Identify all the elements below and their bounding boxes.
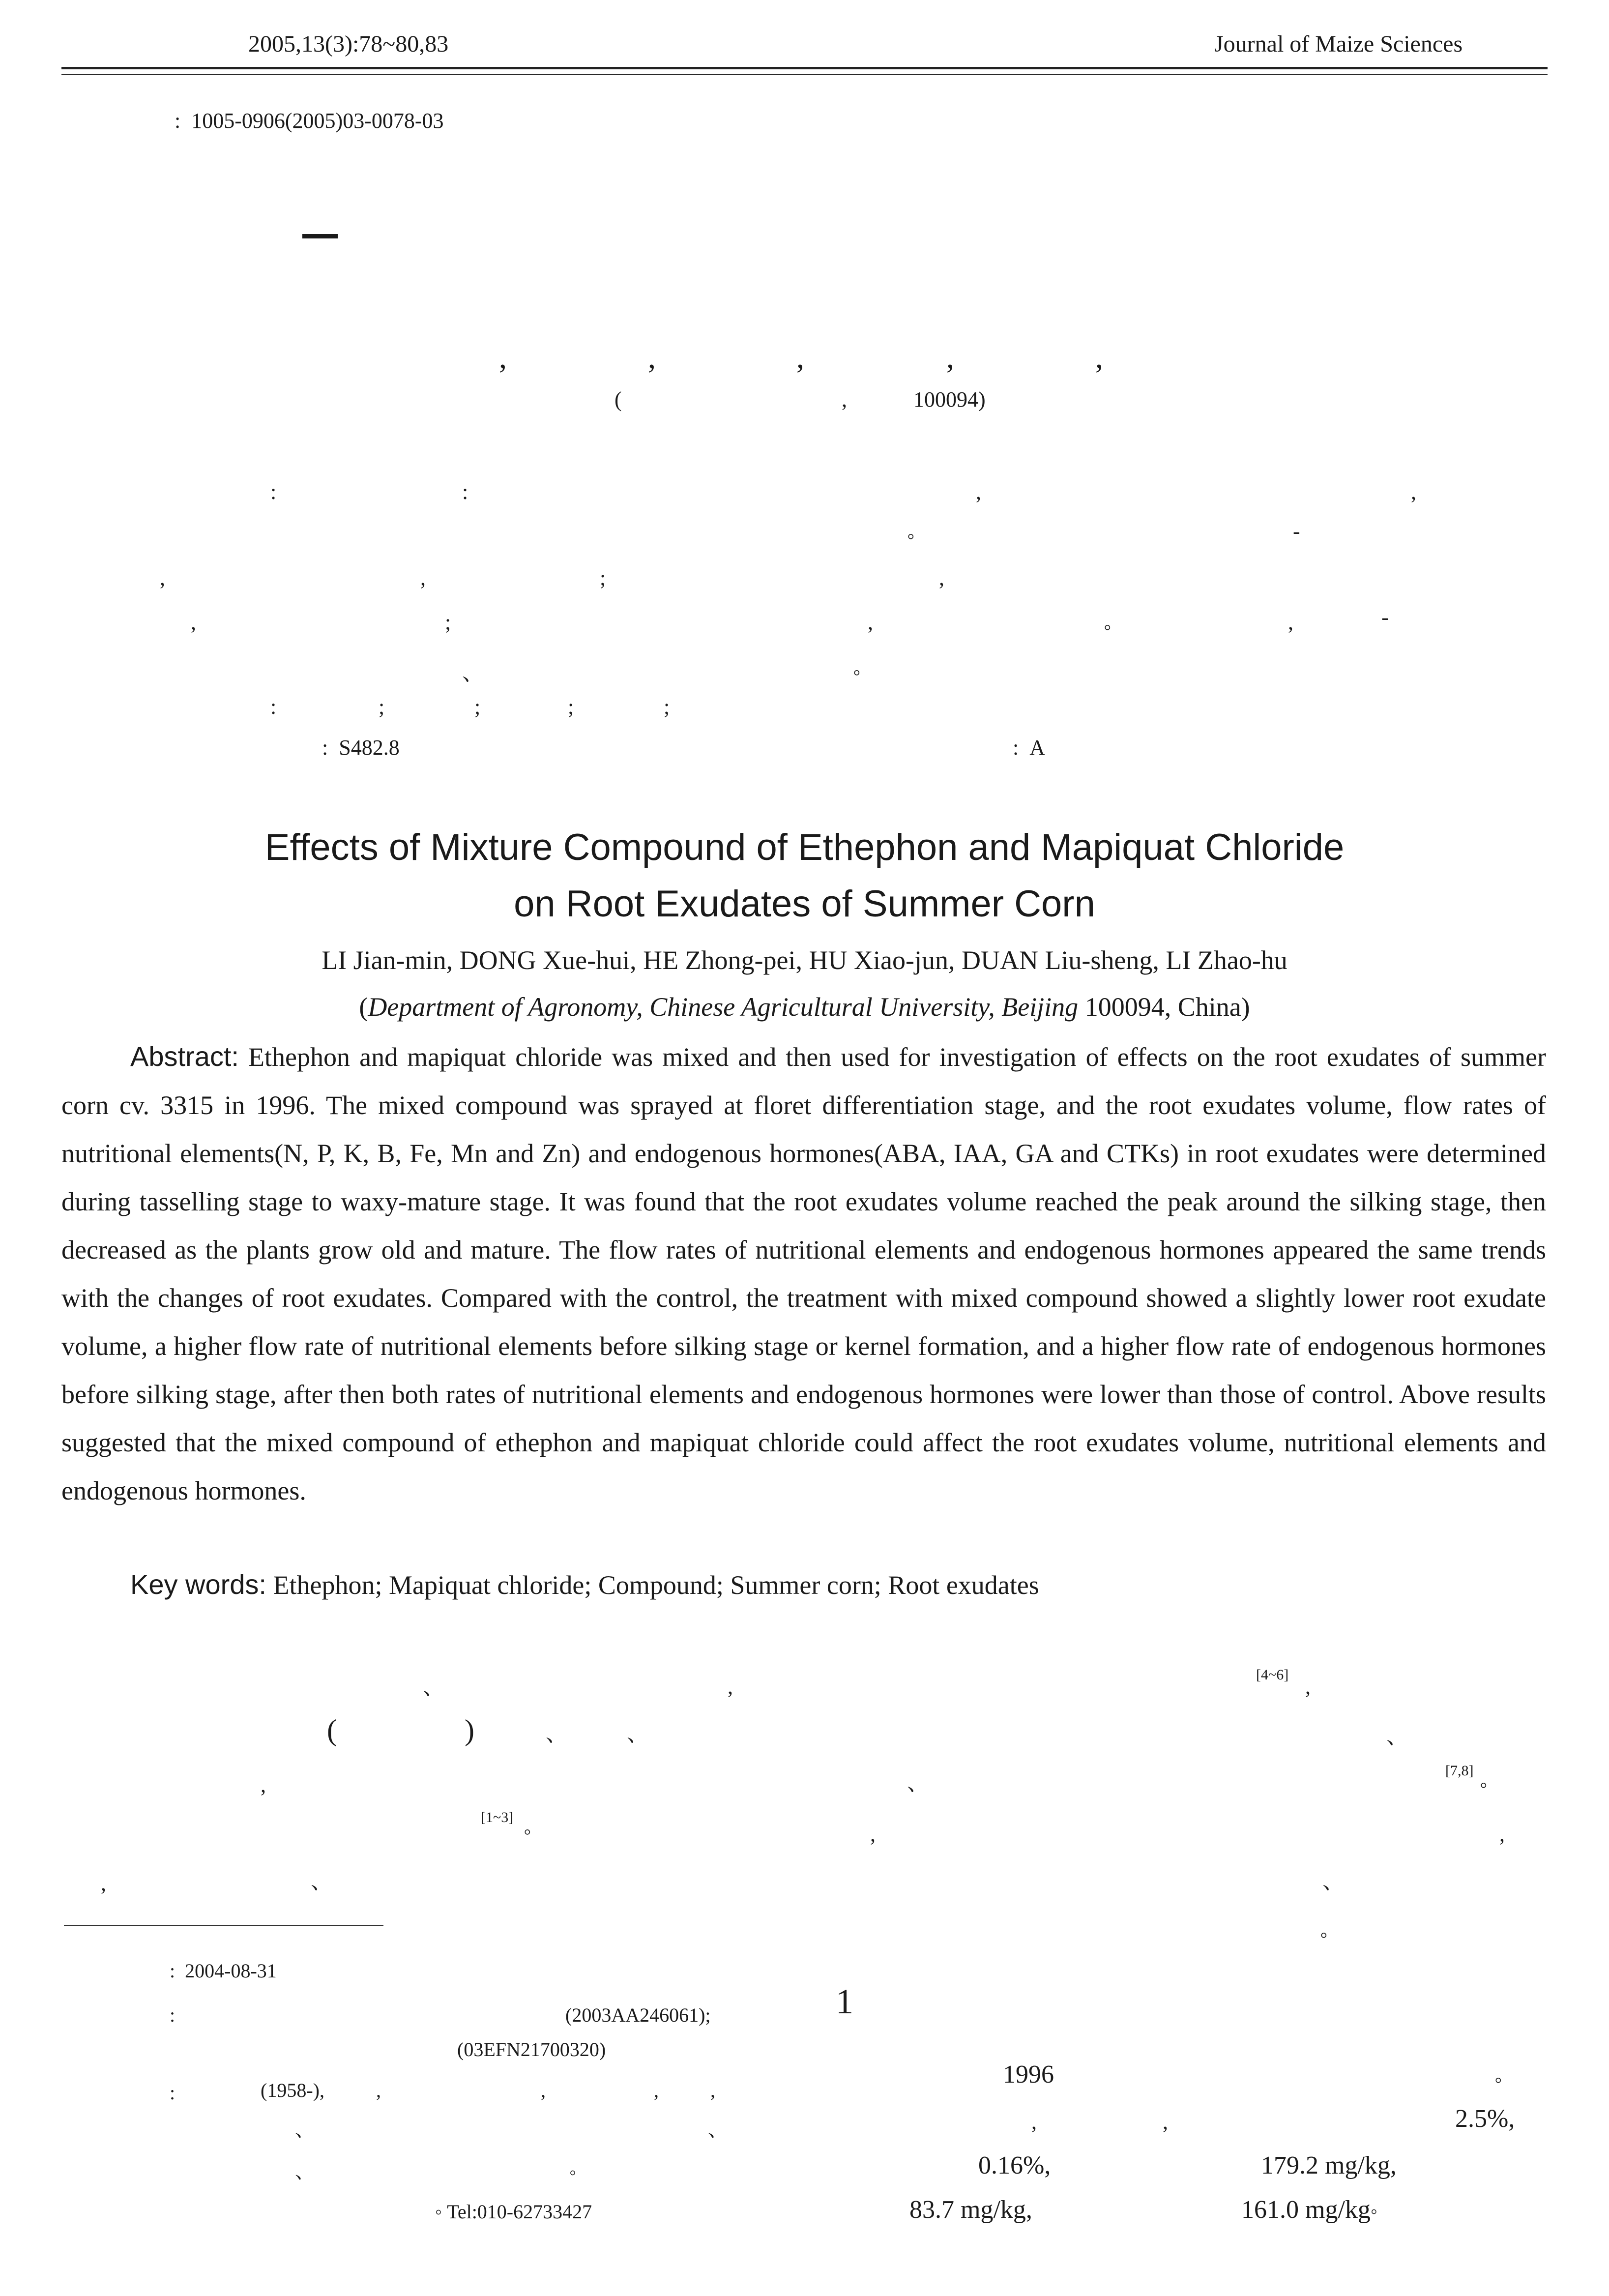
body-punct: ◦ bbox=[1320, 1923, 1328, 1947]
cn-author-separator: , bbox=[796, 340, 804, 375]
cn-abstract-punct: , bbox=[420, 566, 426, 590]
body-punct: , bbox=[728, 1675, 733, 1699]
cn-abstract-punct: : bbox=[270, 480, 277, 504]
cn-abstract-punct: ; bbox=[445, 610, 451, 634]
cn-abstract-punct: , bbox=[939, 566, 944, 590]
article-number: : 1005-0906(2005)03-0078-03 bbox=[175, 109, 444, 133]
footnote-punct: , bbox=[710, 2079, 715, 2101]
cn-abstract-punct: , bbox=[191, 610, 196, 634]
keywords bbox=[130, 1568, 1039, 1600]
footnote-fund-colon: : bbox=[170, 2004, 176, 2026]
cn-affiliation-comma: , bbox=[842, 387, 847, 412]
body-punct: 、 bbox=[907, 1771, 929, 1795]
footnote-punct: , bbox=[654, 2079, 659, 2101]
footnote-punct: 、 bbox=[295, 2119, 315, 2141]
cn-classification: : S482.8 bbox=[322, 736, 400, 760]
footnote-fund1: (2003AA246061); bbox=[565, 2004, 711, 2026]
footnote-punct: 、 bbox=[295, 2160, 315, 2182]
cn-author-separator: , bbox=[499, 340, 507, 375]
soil-value-2: 0.16%, bbox=[978, 2151, 1051, 2179]
cn-keywords-punct: : bbox=[270, 695, 277, 719]
cn-author-separator: , bbox=[1095, 340, 1103, 375]
body-punct: 、 bbox=[627, 1722, 648, 1746]
cn-abstract-punct: ; bbox=[600, 566, 606, 590]
abstract-text: Ethephon and mapiquat chloride was mixed and then used for investigation of effects on the root exudates of summer corn cv. 3315 in 1996. The mixed compound was sprayed at floret differentiation stage, and the root exudates volume, flow rates of nutritional elements(N, P, K, B, Fe, Mn and Zn) and endogenous hormones(ABA, IAA, GA and CTKs) in root exudates were determined during tasselling stage to waxy-mature stage. It was found that the root exudates volume reached the peak around the silking stage, then decreased as the plants grow old and mature. The flow rates of nutritional elements and endogenous hormones appeared the same trends with the changes of root exudates. Compared with the control, the treatment with mixed compound showed a slightly lower root exudate volume, a higher flow rate of nutritional elements before silking stage or kernel formation, and a higher flow rate of endogenous hormones before silking stage, after then both rates of nutritional elements and endogenous hormones were lower than those of control. Above results suggested that the mixed compound of ethephon and mapiquat chloride could affect the root exudates volume, nutritional elements and endogenous hormones. bbox=[61, 1042, 1546, 1505]
cn-abstract-punct: , bbox=[868, 610, 873, 634]
cn-abstract-punct: , bbox=[160, 566, 165, 590]
citation-ref: [7,8] bbox=[1445, 1763, 1474, 1779]
abstract bbox=[61, 1032, 1546, 1515]
en-title-line1: Effects of Mixture Compound of Ethephon and Mapiquat Chloride bbox=[264, 826, 1345, 868]
body-paren-open: ( bbox=[327, 1714, 337, 1746]
abstract-label: Abstract: bbox=[130, 1041, 239, 1072]
footnote-born: (1958-), bbox=[261, 2079, 324, 2101]
footnote-punct: , bbox=[376, 2079, 381, 2101]
cn-keywords-punct: ; bbox=[568, 695, 574, 719]
cn-abstract-punct: , bbox=[1288, 610, 1293, 634]
body-punct: , bbox=[1163, 2110, 1168, 2134]
cn-abstract-punct: ◦ bbox=[907, 524, 915, 548]
body-punct: 、 bbox=[311, 1869, 332, 1893]
cn-author-separator: , bbox=[946, 340, 954, 375]
affiliation: (Department of Agronomy, Chinese Agricultural University, Beijing 100094, China) bbox=[359, 992, 1250, 1022]
footnote-rule bbox=[64, 1925, 383, 1926]
body-punct: 、 bbox=[546, 1722, 567, 1746]
section-year: 1996 bbox=[1003, 2061, 1054, 2089]
body-punct: 、 bbox=[1322, 1869, 1344, 1893]
keywords-text: Ethephon; Mapiquat chloride; Compound; Summer corn; Root exudates bbox=[266, 1570, 1039, 1600]
footnote-author-colon: : bbox=[170, 2082, 176, 2104]
footnote-punct: 、 bbox=[708, 2119, 728, 2141]
cn-abstract-punct: , bbox=[1411, 480, 1416, 504]
header-journal: Journal of Maize Sciences bbox=[1214, 31, 1463, 57]
body-punct: 、 bbox=[1386, 1724, 1408, 1748]
cn-title-dash bbox=[302, 234, 338, 238]
soil-value-5: 161.0 mg/kg◦ bbox=[1241, 2196, 1378, 2224]
body-punct: ◦ bbox=[1494, 2068, 1502, 2092]
cn-abstract-punct: 、 bbox=[462, 661, 484, 685]
cn-abstract-punct: , bbox=[976, 480, 981, 504]
cn-doc-code: : A bbox=[1013, 736, 1046, 760]
cn-abstract-punct: : bbox=[462, 480, 468, 504]
cn-author-separator: , bbox=[648, 340, 656, 375]
cn-affiliation-postcode: 100094) bbox=[913, 387, 986, 412]
footnote-tel: ◦ Tel:010-62733427 bbox=[435, 2201, 592, 2223]
footnote-punct: ◦ bbox=[569, 2161, 577, 2183]
soil-value-1: 2.5%, bbox=[1455, 2105, 1515, 2133]
cn-keywords-punct: ; bbox=[664, 695, 670, 719]
header-citation: 2005,13(3):78~80,83 bbox=[248, 31, 449, 57]
footnote-fund2: (03EFN21700320) bbox=[457, 2038, 606, 2061]
cn-abstract-punct: - bbox=[1381, 605, 1389, 629]
section-number: 1 bbox=[836, 1982, 853, 2021]
body-punct: ◦ bbox=[1480, 1773, 1488, 1797]
citation-ref: [4~6] bbox=[1256, 1667, 1289, 1683]
soil-value-4: 83.7 mg/kg, bbox=[909, 2196, 1032, 2224]
body-paren-close: ) bbox=[465, 1714, 474, 1746]
body-punct: , bbox=[1499, 1822, 1505, 1846]
cn-abstract-punct: - bbox=[1293, 519, 1300, 543]
keywords-label: Key words: bbox=[130, 1569, 266, 1600]
cn-abstract-punct: ◦ bbox=[853, 660, 861, 684]
body-punct: , bbox=[1305, 1675, 1311, 1699]
body-punct: , bbox=[261, 1773, 266, 1797]
cn-keywords-punct: ; bbox=[379, 695, 385, 719]
en-title-line2: on Root Exudates of Summer Corn bbox=[514, 883, 1095, 925]
header-rule-thin bbox=[61, 74, 1548, 75]
cn-keywords-punct: ; bbox=[474, 695, 481, 719]
header-rule-thick bbox=[61, 67, 1548, 69]
cn-abstract-punct: ◦ bbox=[1104, 615, 1112, 639]
body-punct: , bbox=[1031, 2110, 1037, 2134]
cn-affiliation-open: ( bbox=[614, 387, 622, 412]
citation-ref: [1~3] bbox=[481, 1809, 514, 1825]
footnote-punct: , bbox=[541, 2079, 546, 2101]
body-punct: , bbox=[870, 1822, 876, 1846]
body-punct: 、 bbox=[423, 1675, 444, 1699]
body-punct: , bbox=[101, 1871, 106, 1895]
soil-value-3: 179.2 mg/kg, bbox=[1261, 2151, 1397, 2179]
authors: LI Jian-min, DONG Xue-hui, HE Zhong-pei, HU Xiao-jun, DUAN Liu-sheng, LI Zhao-hu bbox=[322, 945, 1287, 975]
body-punct: ◦ bbox=[524, 1820, 531, 1844]
footnote-received: : 2004-08-31 bbox=[170, 1960, 277, 1982]
